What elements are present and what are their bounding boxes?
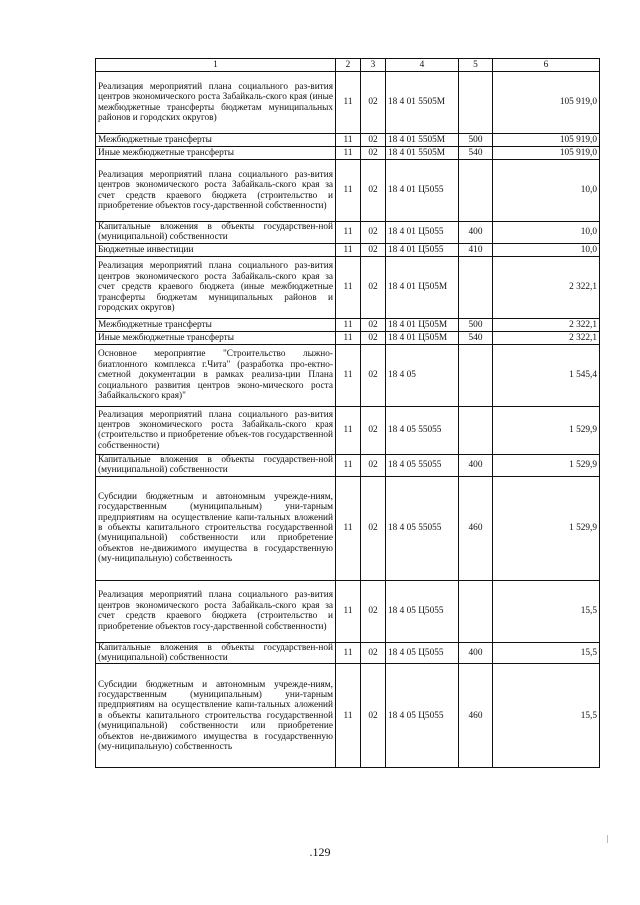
row-expense-type-cell: 410 [459,243,493,256]
table-row [96,147,600,160]
row-amount-cell: 2 322,1 [493,331,600,344]
row-target-code-cell: 18 4 05 Ц5055 [386,580,459,642]
row-expense-type-cell [459,406,493,454]
table-row [96,134,600,147]
row-name-cell: Реализация мероприятий плана социального раз-вития центров экономического роста Забайкаль-ского края за счет средств краевого бюджета (строительство и приобретение объектов госу-дарственной собственности) [96,160,336,222]
row-target-code-cell: 18 4 01 Ц5055 [386,243,459,256]
row-target-code-cell: 18 4 05 55055 [386,406,459,454]
row-amount-cell: 1 529,9 [493,406,600,454]
row-section-cell: 11 [336,406,361,454]
row-section-cell: 11 [336,134,361,147]
row-target-code-cell: 18 4 01 5505М [386,72,459,134]
row-name-cell: Реализация мероприятий плана социального раз-вития центров экономического роста Забайкаль-ского края (иные межбюджетные трансферты бюджетам муниципальных районов и городских округов) [96,72,336,134]
row-section-cell: 11 [336,243,361,256]
table-row [96,580,600,642]
row-target-code-cell: 18 4 01 5505М [386,147,459,160]
row-subsection-cell: 02 [361,454,386,476]
row-target-code-cell: 18 4 05 55055 [386,476,459,580]
budget-table [95,58,600,768]
row-target-code-cell: 18 4 01 Ц5055 [386,160,459,222]
row-name-cell: Бюджетные инвестиции [96,243,336,256]
row-name-cell: Межбюджетные трансферты [96,318,336,331]
header-cell-4: 4 [386,59,459,72]
row-amount-cell: 1 529,9 [493,454,600,476]
row-expense-type-cell [459,580,493,642]
row-amount-cell: 15,5 [493,664,600,768]
table-row [96,243,600,256]
row-section-cell: 11 [336,160,361,222]
row-name-cell: Субсидии бюджетным и автономным учрежде-ниям, государственным (муниципальным) уни-тарным предприятиям на осуществление капи-тальных аложений в объекты капитального строительства государственной (муниципальной) собственности или приобретение объектов не-движимого имущества в государственную (му-ниципальную) собственность [96,664,336,768]
row-target-code-cell: 18 4 01 5505М [386,134,459,147]
row-section-cell: 11 [336,664,361,768]
row-section-cell: 11 [336,580,361,642]
row-subsection-cell: 02 [361,256,386,318]
row-name-cell: Иные межбюджетные трансферты [96,147,336,160]
row-section-cell: 11 [336,331,361,344]
row-name-cell: Реализация мероприятий плана социального раз-вития центров экономического роста Забайкаль-ского края за счет средств краевого бюджета (иные межбюджетные трансферты бюджетам муниципальных районов и городских округов) [96,256,336,318]
page-number: .129 [309,845,331,859]
row-target-code-cell: 18 4 05 [386,344,459,406]
row-subsection-cell: 02 [361,222,386,244]
row-expense-type-cell: 460 [459,664,493,768]
row-section-cell: 11 [336,222,361,244]
header-cell-5: 5 [459,59,493,72]
row-subsection-cell: 02 [361,243,386,256]
row-amount-cell: 2 322,1 [493,256,600,318]
row-target-code-cell: 18 4 05 Ц5055 [386,664,459,768]
row-name-cell: Реализация мероприятий плана социального раз-вития центров экономического роста Забайкаль-ского края за счет средств краевого бюджета (строительство и приобретение объектов госу-дарственной собственности) [96,580,336,642]
row-expense-type-cell: 400 [459,222,493,244]
table-row [96,222,600,244]
table-body [96,59,600,768]
row-amount-cell: 10,0 [493,222,600,244]
row-subsection-cell: 02 [361,642,386,664]
row-subsection-cell: 02 [361,331,386,344]
row-section-cell: 11 [336,642,361,664]
header-cell-6: 6 [493,59,600,72]
row-amount-cell: 10,0 [493,160,600,222]
row-section-cell: 11 [336,147,361,160]
row-name-cell: Капитальные вложения в объекты государствен-ной (муниципальной) собственности [96,454,336,476]
row-amount-cell: 2 322,1 [493,318,600,331]
table-row [96,406,600,454]
header-cell-1: 1 [96,59,336,72]
table-header-row [96,59,600,72]
table-row [96,331,600,344]
row-expense-type-cell [459,256,493,318]
table-row [96,160,600,222]
table-row [96,256,600,318]
row-amount-cell: 10,0 [493,243,600,256]
row-target-code-cell: 18 4 05 Ц5055 [386,642,459,664]
row-target-code-cell: 18 4 01 Ц5055 [386,222,459,244]
row-subsection-cell: 02 [361,664,386,768]
row-name-cell: Субсидии бюджетным и автономным учрежде-ниям, государственным (муниципальным) уни-тарным предприятиям на осуществление капи-тальных вложений в объекты капитального строительства государственной (муниципальной) собственности или приобретение объектов не-движимого имущества в государственную (му-ниципальную) собственность [96,476,336,580]
row-subsection-cell: 02 [361,344,386,406]
row-target-code-cell: 18 4 01 Ц505М [386,256,459,318]
row-expense-type-cell: 500 [459,318,493,331]
row-expense-type-cell: 460 [459,476,493,580]
margin-mark [607,835,608,843]
row-amount-cell: 105 919,0 [493,147,600,160]
row-expense-type-cell [459,160,493,222]
row-name-cell: Реализация мероприятий плана социального раз-вития центров экономического роста Забайкаль-ского края (строительство и приобретение объек-тов государственной собственности) [96,406,336,454]
row-section-cell: 11 [336,476,361,580]
table-row [96,318,600,331]
row-amount-cell: 1 529,9 [493,476,600,580]
row-expense-type-cell: 400 [459,454,493,476]
row-target-code-cell: 18 4 05 55055 [386,454,459,476]
row-section-cell: 11 [336,256,361,318]
row-subsection-cell: 02 [361,160,386,222]
row-amount-cell: 1 545,4 [493,344,600,406]
row-amount-cell: 105 919,0 [493,134,600,147]
row-expense-type-cell: 540 [459,331,493,344]
header-cell-3: 3 [361,59,386,72]
table-row [96,344,600,406]
row-target-code-cell: 18 4 01 Ц505М [386,331,459,344]
row-subsection-cell: 02 [361,318,386,331]
row-amount-cell: 15,5 [493,580,600,642]
row-target-code-cell: 18 4 01 Ц505М [386,318,459,331]
row-section-cell: 11 [336,318,361,331]
row-amount-cell: 105 919,0 [493,72,600,134]
row-expense-type-cell [459,72,493,134]
row-expense-type-cell: 540 [459,147,493,160]
table-row [96,454,600,476]
table-row [96,476,600,580]
row-name-cell: Капитальные вложения в объекты государствен-ной (муниципальной) собственности [96,222,336,244]
row-name-cell: Межбюджетные трансферты [96,134,336,147]
row-expense-type-cell [459,344,493,406]
header-cell-2: 2 [336,59,361,72]
row-name-cell: Капитальные вложения в объекты государствен-ной (муниципальной) собственности [96,642,336,664]
table-row [96,664,600,768]
row-section-cell: 11 [336,344,361,406]
row-subsection-cell: 02 [361,134,386,147]
row-name-cell: Основное мероприятие "Строительство лыжно-биатлонного комплекса г.Чита" (разработка про-ектно-сметной документации в рамках реализа-ции Плана социального развития центров эконо-мического роста Забайкальского края)" [96,344,336,406]
table-row [96,642,600,664]
row-subsection-cell: 02 [361,147,386,160]
row-name-cell: Иные межбюджетные трансферты [96,331,336,344]
row-section-cell: 11 [336,72,361,134]
row-amount-cell: 15,5 [493,642,600,664]
row-expense-type-cell: 400 [459,642,493,664]
row-section-cell: 11 [336,454,361,476]
row-subsection-cell: 02 [361,580,386,642]
row-subsection-cell: 02 [361,72,386,134]
row-expense-type-cell: 500 [459,134,493,147]
row-subsection-cell: 02 [361,476,386,580]
row-subsection-cell: 02 [361,406,386,454]
table-row [96,72,600,134]
